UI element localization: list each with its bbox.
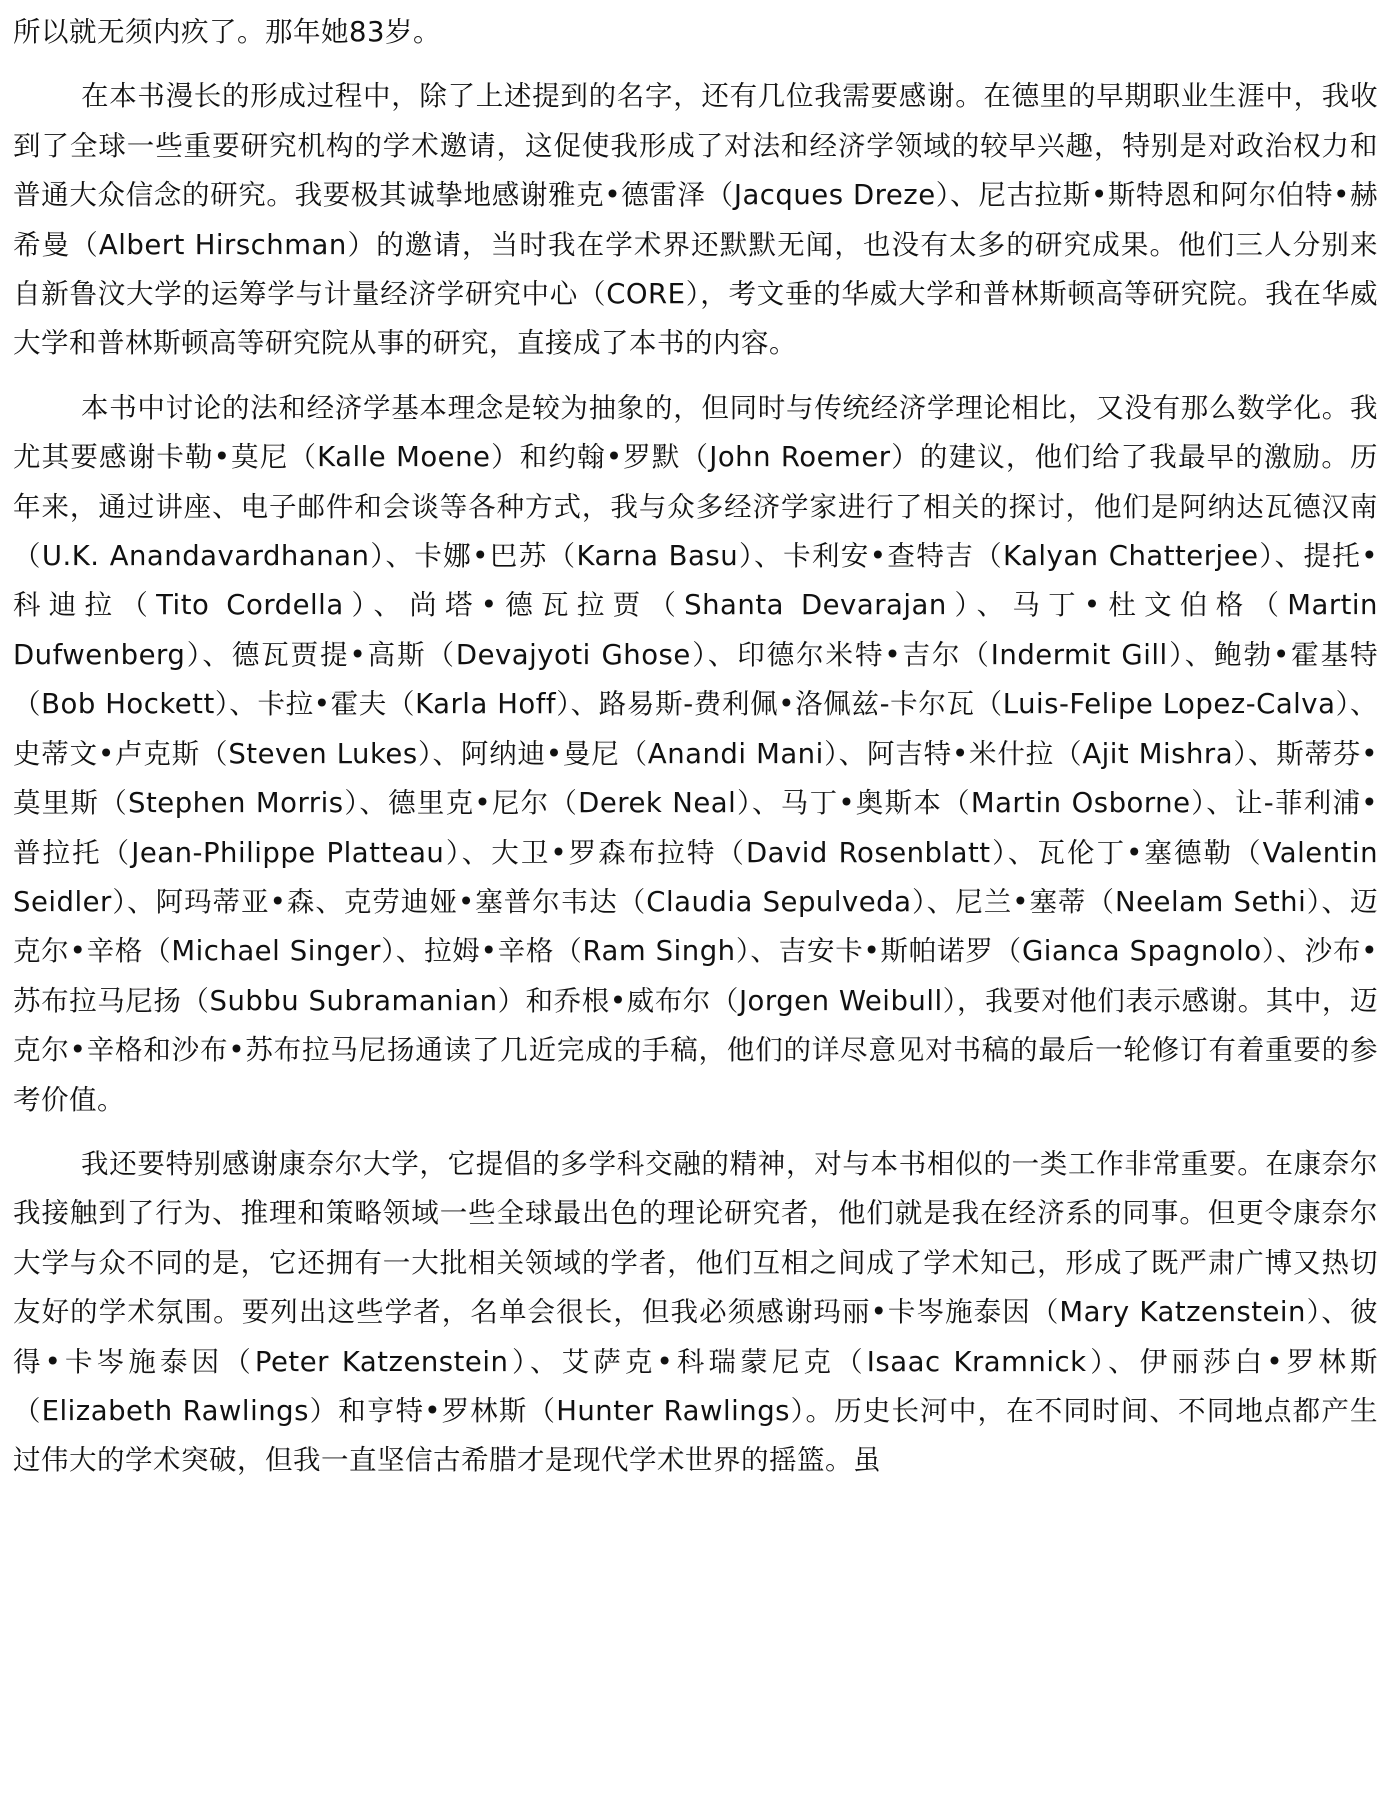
paragraph-2: 在本书漫长的形成过程中，除了上述提到的名字，还有几位我需要感谢。在德里的早期职业生涯中，我收到了全球一些重要研究机构的学术邀请，这促使我形成了对法和经济学领域的较早兴趣，特别是对政治权力和普通大众信念的研究。我要极其诚挚地感谢雅克•德雷泽（Jacques Dreze）、尼古拉斯•斯特恩和阿尔伯特•赫希曼（Albert Hirschman）的邀请，当时我在学术界还默默无闻，也没有太多的研究成果。他们三人分别来自新鲁汶大学的运筹学与计量经济学研究中心（CORE），考文垂的华威大学和普林斯顿高等研究院。我在华威大学和普林斯顿高等研究院从事的研究，直接成了本书的内容。 [13, 80, 1378, 360]
document-page [13, 0, 1378, 1486]
paragraph-1: 所以就无须内疚了。那年她83岁。 [13, 16, 441, 48]
paragraph-4: 我还要特别感谢康奈尔大学，它提倡的多学科交融的精神，对与本书相似的一类工作非常重要。在康奈尔我接触到了行为、推理和策略领域一些全球最出色的理论研究者，他们就是我在经济系的同事。但更令康奈尔大学与众不同的是，它还拥有一大批相关领域的学者，他们互相之间成了学术知己，形成了既严肃广博又热切友好的学术氛围。要列出这些学者，名单会很长，但我必须感谢玛丽•卡岑施泰因（Mary Katzenstein）、彼得•卡岑施泰因（Peter Katzenstein）、艾萨克•科瑞蒙尼克（Isaac Kramnick）、伊丽莎白•罗林斯（Elizabeth Rawlings）和亨特•罗林斯（Hunter Rawlings）。历史长河中，在不同时间、不同地点都产生过伟大的学术突破，但我一直坚信古希腊才是现代学术世界的摇篮。虽 [13, 1147, 1378, 1477]
paragraph-3: 本书中讨论的法和经济学基本理念是较为抽象的，但同时与传统经济学理论相比，又没有那么数学化。我尤其要感谢卡勒•莫尼（Kalle Moene）和约翰•罗默（John Roemer）的建议，他们给了我最早的激励。历年来，通过讲座、电子邮件和会谈等各种方式，我与众多经济学家进行了相关的探讨，他们是阿纳达瓦德汉南（U.K. Anandavardhanan）、卡娜•巴苏（Karna Basu）、卡利安•查特吉（Kalyan Chatterjee）、提托•科迪拉（Tito Cordella）、尚塔•德瓦拉贾（Shanta Devarajan）、马丁•杜文伯格（Martin Dufwenberg）、德瓦贾提•高斯（Devajyoti Ghose）、印德尔米特•吉尔（Indermit Gill）、鲍勃•霍基特（Bob Hockett）、卡拉•霍夫（Karla Hoff）、路易斯-费利佩•洛佩兹-卡尔瓦（Luis-Felipe Lopez-Calva）、史蒂文•卢克斯（Steven Lukes）、阿纳迪•曼尼（Anandi Mani）、阿吉特•米什拉（Ajit Mishra）、斯蒂芬•莫里斯（Stephen Morris）、德里克•尼尔（Derek Neal）、马丁•奥斯本（Martin Osborne）、让-菲利浦•普拉托（Jean-Philippe Platteau）、大卫•罗森布拉特（David Rosenblatt）、瓦伦丁•塞德勒（Valentin Seidler）、阿玛蒂亚•森、克劳迪娅•塞普尔韦达（Claudia Sepulveda）、尼兰•塞蒂（Neelam Sethi）、迈克尔•辛格（Michael Singer）、拉姆•辛格（Ram Singh）、吉安卡•斯帕诺罗（Gianca Spagnolo）、沙布•苏布拉马尼扬（Subbu Subramanian）和乔根•威布尔（Jorgen Weibull），我要对他们表示感谢。其中，迈克尔•辛格和沙布•苏布拉马尼扬通读了几近完成的手稿，他们的详尽意见对书稿的最后一轮修订有着重要的参考价值。 [13, 391, 1378, 1116]
